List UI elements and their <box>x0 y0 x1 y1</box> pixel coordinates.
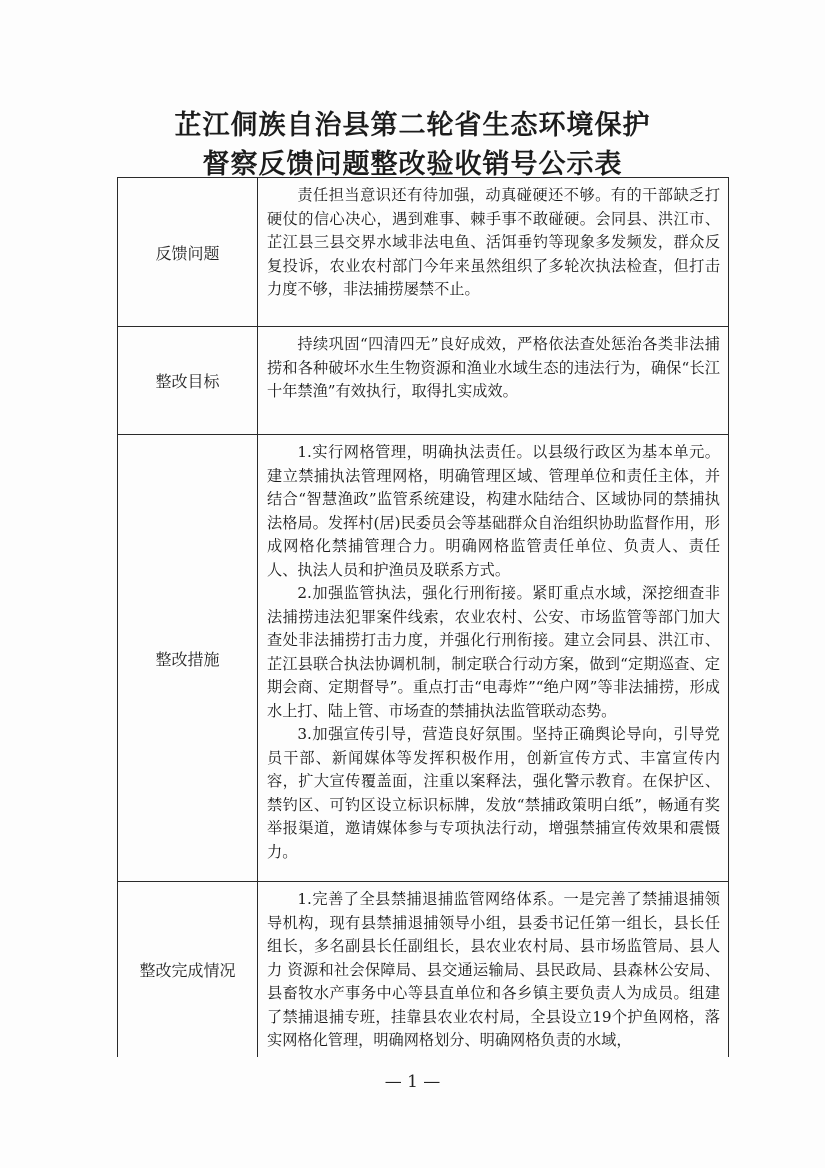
row-label-completion: 整改完成情况 <box>118 882 258 1057</box>
content-paragraph: 持续巩固“四清四无”良好成效，严格依法查处惩治各类非法捕捞和各种破坏水生生物资源和渔业水域生态的违法行为，确保“长江十年禁渔”有效执行，取得扎实成效。 <box>267 335 720 400</box>
content-paragraph: 1.完善了全县禁捕退捕监管网络体系。一是完善了禁捕退捕领导机构，现有县禁捕退捕领导小组，县委书记任第一组长，县长任组长，多名副县长任副组长，县农业农村局、县市场监管局、县人力 资源和社会保障局、县交通运输局、县民政局、县森林公安局、县畜牧水产事务中心等县直单位和各乡镇主要负责人为成员。组建了禁捕退捕专班，挂靠县农业农村局，全县设立19个护鱼网格，落实网格化管理，明确网格划分、明确网格负责的水域， <box>267 890 720 1049</box>
content-paragraph: 2.加强监管执法，强化行刑衔接。紧盯重点水域，深挖细查非法捕捞违法犯罪案件线索，农业农村、公安、市场监管等部门加大查处非法捕捞打击力度，并强化行刑衔接。建立会同县、洪江市、芷江县联合执法协调机制，制定联合行动方案，做到“定期巡查、定期会商、定期督导”。重点打击“电毒炸”“绝户网”等非法捕捞，形成水上打、陆上管、市场查的禁捕执法监管联动态势。 <box>267 584 720 720</box>
row-label-measures: 整改措施 <box>118 435 258 882</box>
table-row-completion <box>118 882 729 1057</box>
content-paragraph: 3.加强宣传引导，营造良好氛围。坚持正确舆论导向，引导党员干部、新闻媒体等发挥积极作用，创新宣传方式、丰富宣传内容，扩大宣传覆盖面，注重以案释法，强化警示教育。在保护区、禁钓区、可钓区设立标识标牌，发放“禁捕政策明白纸”，畅通有奖举报渠道，邀请媒体参与专项执法行动，增强禁捕宣传效果和震慑力。 <box>267 725 720 861</box>
table-row-feedback <box>118 178 729 327</box>
page-number: — 1 — <box>384 1072 441 1092</box>
table-row-measures <box>118 435 729 882</box>
notice-table <box>117 177 729 1057</box>
row-label-goal: 整改目标 <box>118 327 258 435</box>
document-title-line2: 督察反馈问题整改验收销号公示表 <box>202 149 623 180</box>
content-paragraph: 责任担当意识还有待加强，动真碰硬还不够。有的干部缺乏打硬仗的信心决心，遇到难事、棘手事不敢碰硬。会同县、洪江市、芷江县三县交界水域非法电鱼、活饵垂钓等现象多发频发，群众反复投诉，农业农村部门今年来虽然组织了多轮次执法检查，但打击力度不够，非法捕捞屡禁不止。 <box>267 186 720 298</box>
row-content-feedback <box>258 178 729 327</box>
document-title-line1: 芷江侗族自治县第二轮省生态环境保护 <box>174 110 651 141</box>
table-row-goal <box>118 327 729 435</box>
row-label-feedback: 反馈问题 <box>118 178 258 327</box>
content-paragraph: 1.实行网格管理，明确执法责任。以县级行政区为基本单元。建立禁捕执法管理网格，明确管理区域、管理单位和责任主体，并结合“智慧渔政”监管系统建设，构建水陆结合、区域协同的禁捕执法格局。发挥村(居)民委员会等基础群众自治组织协助监督作用，形成网格化禁捕管理合力。明确网格监管责任单位、负责人、责任人、执法人员和护渔员及联系方式。 <box>267 443 720 579</box>
row-content-measures <box>258 435 729 882</box>
row-content-completion <box>258 882 729 1057</box>
row-content-goal <box>258 327 729 435</box>
